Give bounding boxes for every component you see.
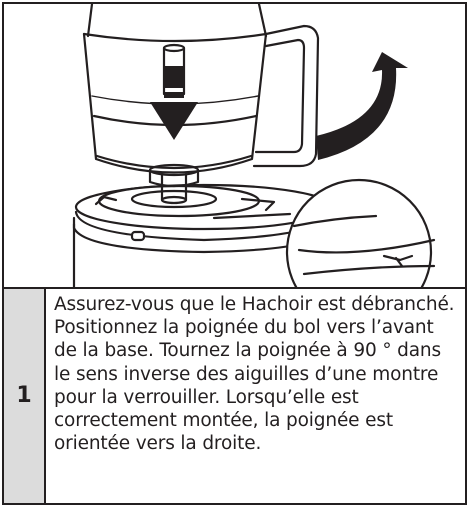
step-instructions: Assurez-vous que le Hachoir est débranché. Positionnez la poignée du bol vers l’avant de la base. Tournez la poignée à 90 ° dans le sens inverse des aiguilles d’une montre pour la verrouiller. Lorsqu’elle est correctement montée, la poignée est orientée vers la droite. [54, 294, 455, 455]
step-row [4, 289, 465, 503]
instruction-panel [2, 2, 467, 505]
assembly-illustration [4, 4, 465, 289]
insert-arrow [150, 66, 198, 140]
step-number-band [4, 289, 46, 503]
rotate-arrow [316, 52, 408, 160]
bowl-locking-diagram [4, 4, 465, 287]
step-number: 1 [16, 383, 32, 408]
